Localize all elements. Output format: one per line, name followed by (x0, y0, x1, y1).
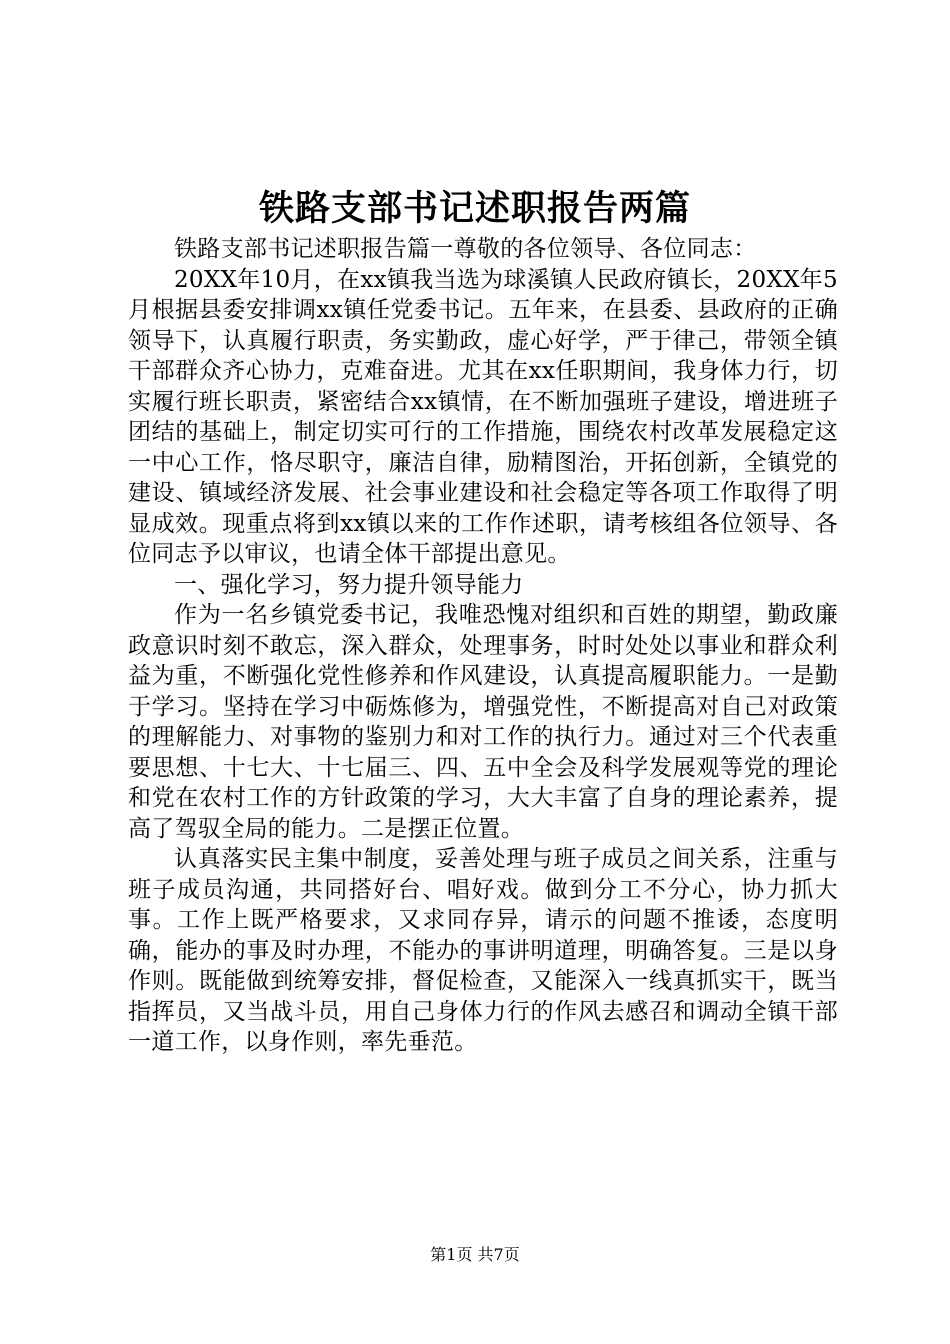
page-number-footer: 第1页 共7页 (430, 1245, 520, 1264)
body-paragraph: 作为一名乡镇党委书记，我唯恐愧对组织和百姓的期望，勤政廉政意识时刻不敢忘，深入群众，处理事务，时时处处以事业和群众利益为重，不断强化党性修养和作风建设，认真提高履职能力。一是勤于学习。坚持在学习中砺炼修为，增强党性，不断提高对自己对政策的理解能力、对事物的鉴别力和对工作的执行力。通过对三个代表重要思想、十七大、十七届三、四、五中全会及科学发展观等党的理论和党在农村工作的方针政策的学习，大大丰富了自身的理论素养，提高了驾驭全局的能力。二是摆正位置。 (128, 602, 838, 842)
section-heading: 一、强化学习，努力提升领导能力 (174, 571, 524, 598)
page-title: 铁路支部书记述职报告两篇 (258, 188, 691, 229)
body-paragraph: 20XX年10月，在xx镇我当选为球溪镇人民政府镇长，20XX年5月根据县委安排调xx镇任党委书记。五年来，在县委、县政府的正确领导下，认真履行职责，务实勤政，虚心好学，严于律己，带领全镇干部群众齐心协力，克难奋进。尤其在xx任职期间，我身体力行，切实履行班长职责，紧密结合xx镇情，在不断加强班子建设，增进班子团结的基础上，制定切实可行的工作措施，围绕农村改革发展稳定这一中心工作，恪尽职守，廉洁自律，励精图治，开拓创新，全镇党的建设、镇域经济发展、社会事业建设和社会稳定等各项工作取得了明显成效。现重点将到xx镇以来的工作作述职，请考核组各位领导、各位同志予以审议，也请全体干部提出意见。 (128, 266, 838, 567)
salutation-paragraph: 铁路支部书记述职报告篇一尊敬的各位领导、各位同志： (174, 236, 757, 262)
document-body (128, 234, 838, 1058)
body-paragraph: 认真落实民主集中制度，妥善处理与班子成员之间关系，注重与班子成员沟通，共同搭好台、唱好戏。做到分工不分心，协力抓大事。工作上既严格要求，又求同存异，请示的问题不推诿，态度明确，能办的事及时办理，不能办的事讲明道理，明确答复。三是以身作则。既能做到统筹安排，督促检查，又能深入一线真抓实干，既当指挥员，又当战斗员，用自己身体力行的作风去感召和调动全镇干部一道工作，以身作则，率先垂范。 (128, 846, 838, 1055)
